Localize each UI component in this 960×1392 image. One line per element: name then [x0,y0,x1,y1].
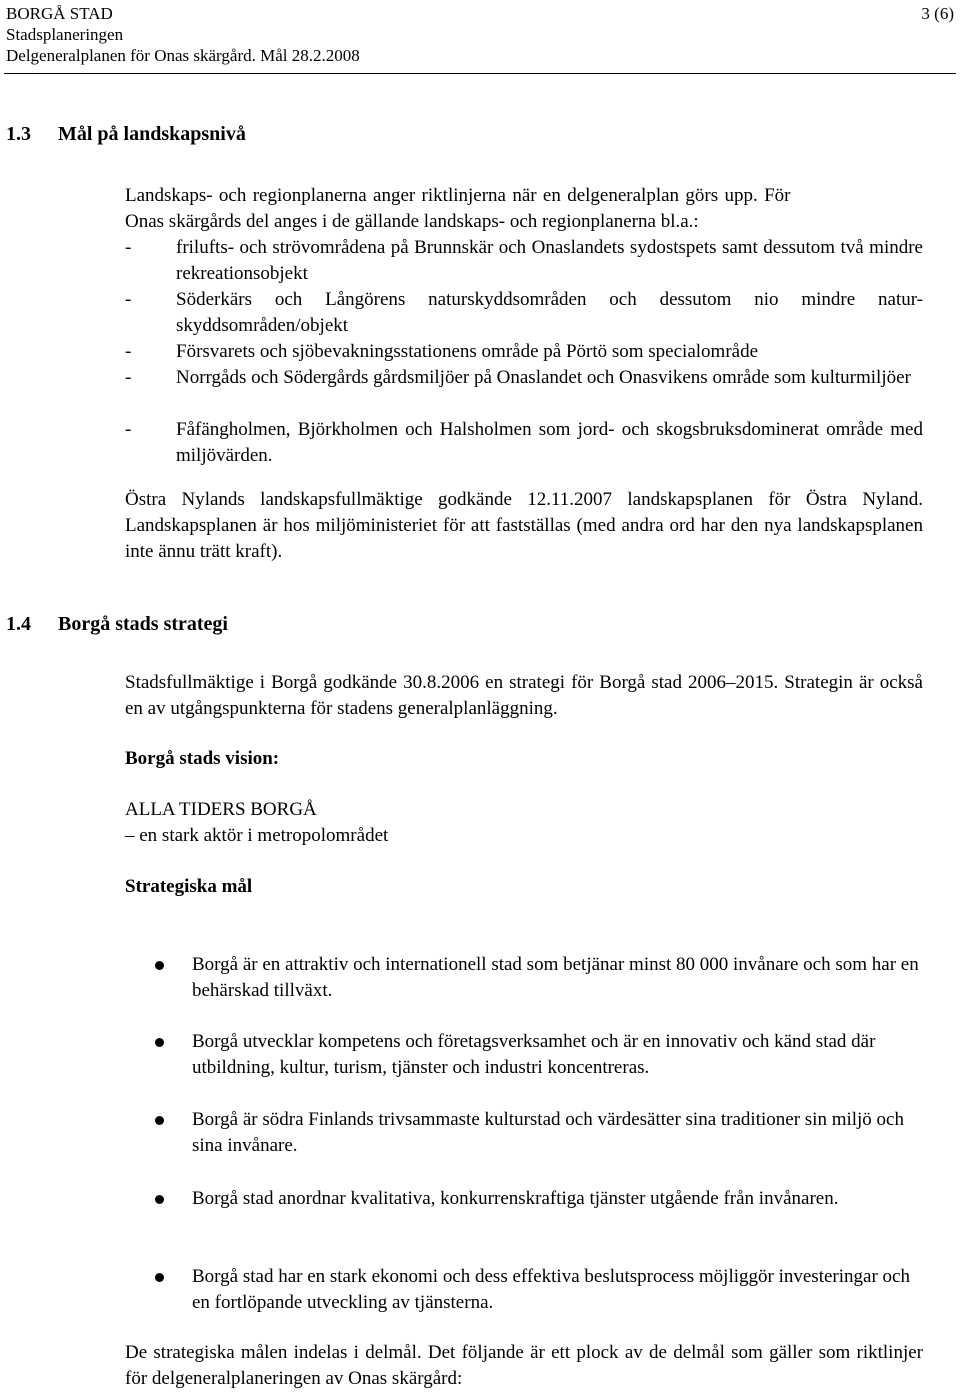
section-title: Borgå stads strategi [58,613,228,635]
bullet-icon [155,1038,164,1047]
dash-marker: - [125,289,132,310]
dash-marker: - [125,367,132,388]
dash-marker: - [125,419,132,440]
bullet-icon [155,1116,164,1125]
list-item-text: Söderkärs och Långörens naturskyddsområden och dessutom nio mindre natur-skyddsområden/objekt [176,289,923,336]
goal-text: Borgå utvecklar kompetens och företagsverksamhet och är en innovativ och känd stad där utbildning, kultur, turism, tjänster och industri koncentreras. [192,1031,876,1078]
bullet-icon [155,1195,164,1204]
list-item-text: Fåfängholmen, Björkholmen och Halsholmen som jord- och skogsbruksdominerat område med miljövärden. [176,419,923,466]
intro-paragraph [125,183,923,235]
goal-item [155,1186,925,1212]
list-item [125,287,923,339]
strategy-paragraph: Stadsfullmäktige i Borgå godkände 30.8.2006 en strategi för Borgå stad 2006–2015. Strategin är också en av utgångspunkterna för stadens generalplanläggning. [125,672,923,719]
goal-text: Borgå är en attraktiv och internationell stad som betjänar minst 80 000 invånare och som har en behärskad tillväxt. [192,954,919,1001]
section-number: 1.4 [6,613,31,635]
vision-line-2: – en stark aktör i metropolområdet [125,825,389,846]
goals-heading: Strategiska mål [125,876,253,897]
list-item [125,235,923,287]
section-title: Mål på landskapsnivå [58,123,246,145]
list-item-text: frilufts- och strövområdena på Brunnskär och Onaslandets sydostspets samt dessutom två mindre rekreationsobjekt [176,237,923,284]
section-heading-1-3 [6,123,246,146]
goal-text: Borgå är södra Finlands trivsammaste kulturstad och värdesätter sina traditioner sin miljö och sina invånare. [192,1109,904,1156]
goal-item [155,1107,925,1159]
goal-text: Borgå stad anordnar kvalitativa, konkurrenskraftiga tjänster utgående från invånaren. [192,1188,839,1209]
dash-marker: - [125,341,132,362]
bullet-icon [155,1273,164,1282]
goal-item [155,952,925,1004]
list-item-text: Norrgåds och Södergårds gårdsmiljöer på Onaslandet och Onasvikens område som kulturmiljöer [176,367,911,388]
department-name: Stadsplaneringen [6,25,124,44]
landscape-plan-paragraph: Östra Nylands landskapsfullmäktige godkände 12.11.2007 landskapsplanen för Östra Nyland. Landskapsplanen är hos miljöministeriet för att fastställas (med andra ord har den nya landskapsplanen inte ännu trätt kraft). [125,489,923,562]
vision-line-1: ALLA TIDERS BORGÅ [125,799,317,820]
goal-item [155,1029,925,1081]
document-title: Delgeneralplanen för Onas skärgård. Mål 28.2.2008 [6,46,360,65]
list-item [125,339,923,365]
list-item [125,365,923,391]
list-item [125,417,923,469]
intro-line-1: Landskaps- och regionplanerna anger riktlinjerna när en delgeneralplan görs upp. För [125,185,791,206]
intro-line-2: Onas skärgårds del anges i de gällande landskaps- och regionplanerna bl.a.: [125,211,699,232]
organization-name: BORGÅ STAD [6,4,113,23]
vision-heading: Borgå stads vision: [125,748,280,769]
section-heading-1-4 [6,613,228,636]
header-divider [4,73,956,74]
goal-text: Borgå stad har en stark ekonomi och dess effektiva beslutsprocess möjliggör investeringar och en fortlöpande utveckling av tjänsterna. [192,1266,910,1313]
closing-paragraph: De strategiska målen indelas i delmål. Det följande är ett plock av de delmål som gäller som riktlinjer för delgeneralplaneringen av Onas skärgård: [125,1342,923,1389]
list-item-text: Försvarets och sjöbevakningsstationens område på Pörtö som specialområde [176,341,759,362]
page-number: 3 (6) [921,4,954,23]
dash-marker: - [125,237,132,258]
bullet-icon [155,961,164,970]
section-number: 1.3 [6,123,31,145]
goal-item [155,1264,925,1316]
